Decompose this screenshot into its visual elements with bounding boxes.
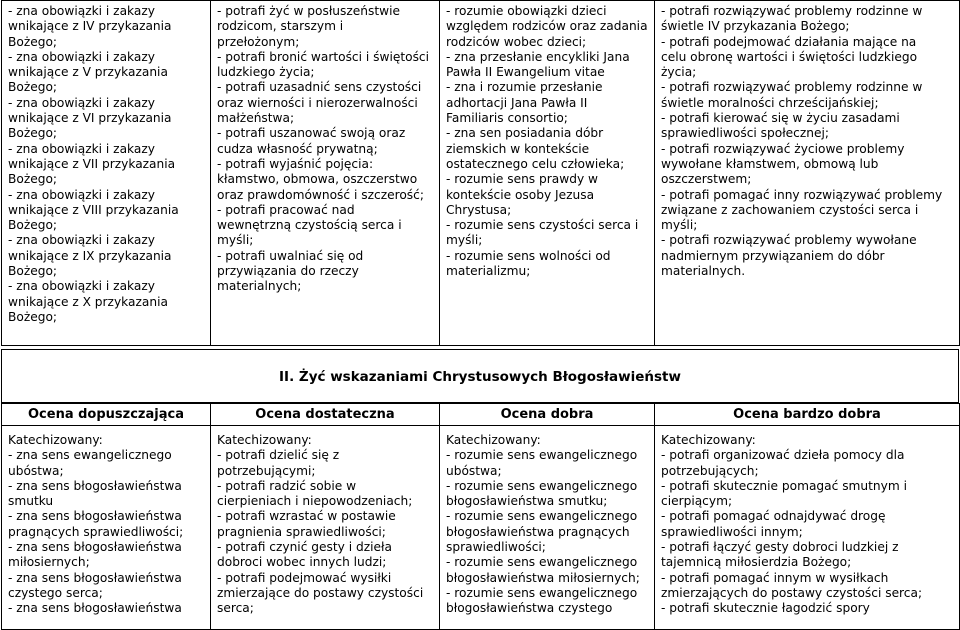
cell-dobra: - rozumie obowiązki dzieci względem rodziców oraz zadania rodziców wobec dzieci; - zna przesłanie encykliki Jana Pawła II Ewangelium vitae - zna i rozumie przesłanie adhortacji Jana Pawła II Familiaris consortio; - zna sen posiadania dóbr ziemskich w kontekście ostatecznego celu człowieka; - rozumie sens prawdy w kontekście osoby Jezusa Chrystusa; - rozumie sens czystości serca i myśli; - rozumie sens wolności od materializmu;: [440, 1, 655, 346]
cell-bardzo-dobra: Katechizowany: - potrafi organizować dzieła pomocy dla potrzebujących; - potrafi skutecznie pomagać smutnym i cierpiącym; - potrafi pomagać odnajdywać drogę sprawiedliwości innym; - potrafi łączyć gesty dobroci ludzkiej z tajemnicą miłosierdzia Bożego; - potrafi pomagać innym w wysiłkach zmierzających do postawy czystości serca; - potrafi skutecznie łagodzić spory: [655, 426, 960, 630]
table-row: [2, 1, 960, 346]
cell-dopuszczajaca: - zna obowiązki i zakazy wnikające z IV przykazania Bożego; - zna obowiązki i zakazy wnikające z V przykazania Bożego; - zna obowiązki i zakazy wnikające z VI przykazania Bożego; - zna obowiązki i zakazy wnikające z VII przykazania Bożego; - zna obowiązki i zakazy wnikające z VIII przykazania Bożego; - zna obowiązki i zakazy wnikające z IX przykazania Bożego; - zna obowiązki i zakazy wnikające z X przykazania Bożego;: [2, 1, 211, 346]
cell-dopuszczajaca: Katechizowany: - zna sens ewangelicznego ubóstwa; - zna sens błogosławieństwa smutku - zna sens błogosławieństwa pragnących sprawiedliwości; - zna sens błogosławieństwa miłosiernych; - zna sens błogosławieństwa czystego serca; - zna sens błogosławieństwa: [2, 426, 211, 630]
section-title: II. Żyć wskazaniami Chrystusowych Błogosławieństw: [1, 349, 959, 403]
cell-dostateczna: Katechizowany: - potrafi dzielić się z potrzebującymi; - potrafi radzić sobie w cierpieniach i niepowodzeniach; - potrafi wzrastać w postawie pragnienia sprawiedliwości; - potrafi czynić gesty i dzieła dobroci wobec innych ludzi; - potrafi podejmować wysiłki zmierzające do postawy czystości serca;: [211, 426, 440, 630]
cell-dobra: Katechizowany: - rozumie sens ewangelicznego ubóstwa; - rozumie sens ewangelicznego błogosławieństwa smutku; - rozumie sens ewangelicznego błogosławieństwa pragnących sprawiedliwości; - rozumie sens ewangelicznego błogosławieństwa miłosiernych; - rozumie sens ewangelicznego błogosławieństwa czystego: [440, 426, 655, 630]
cell-bardzo-dobra: - potrafi rozwiązywać problemy rodzinne w świetle IV przykazania Bożego; - potrafi podejmować działania mające na celu obronę wartości i świętości ludzkiego życia; - potrafi rozwiązywać problemy rodzinne w świetle moralności chrześcijańskiej; - potrafi kierować się w życiu zasadami sprawiedliwości społecznej; - potrafi rozwiązywać życiowe problemy wywołane kłamstwem, obmową lub oszczerstwem; - potrafi pomagać inny rozwiązywać problemy związane z zachowaniem czystości serca i myśli; - potrafi rozwiązywać problemy wywołane nadmiernym przywiązaniem do dóbr materialnych.: [655, 1, 960, 346]
requirements-table-bottom: [1, 403, 960, 630]
header-dopuszczajaca: Ocena dopuszczająca: [2, 404, 211, 426]
header-dostateczna: Ocena dostateczna: [211, 404, 440, 426]
grade-header-row: [2, 404, 960, 426]
requirements-table-top: [1, 0, 960, 346]
header-dobra: Ocena dobra: [440, 404, 655, 426]
table-row: [2, 426, 960, 630]
header-bardzo-dobra: Ocena bardzo dobra: [655, 404, 960, 426]
cell-dostateczna: - potrafi żyć w posłuszeństwie rodzicom, starszym i przełożonym; - potrafi bronić wartości i świętości ludzkiego życia; - potrafi uzasadnić sens czystości oraz wierności i nierozerwalności małżeństwa; - potrafi uszanować swoją oraz cudza własność prywatną; - potrafi wyjaśnić pojęcia: kłamstwo, obmowa, oszczerstwo oraz prawdomówność i szczerość; - potrafi pracować nad wewnętrzną czystością serca i myśli; - potrafi uwalniać się od przywiązania do rzeczy materialnych;: [211, 1, 440, 346]
